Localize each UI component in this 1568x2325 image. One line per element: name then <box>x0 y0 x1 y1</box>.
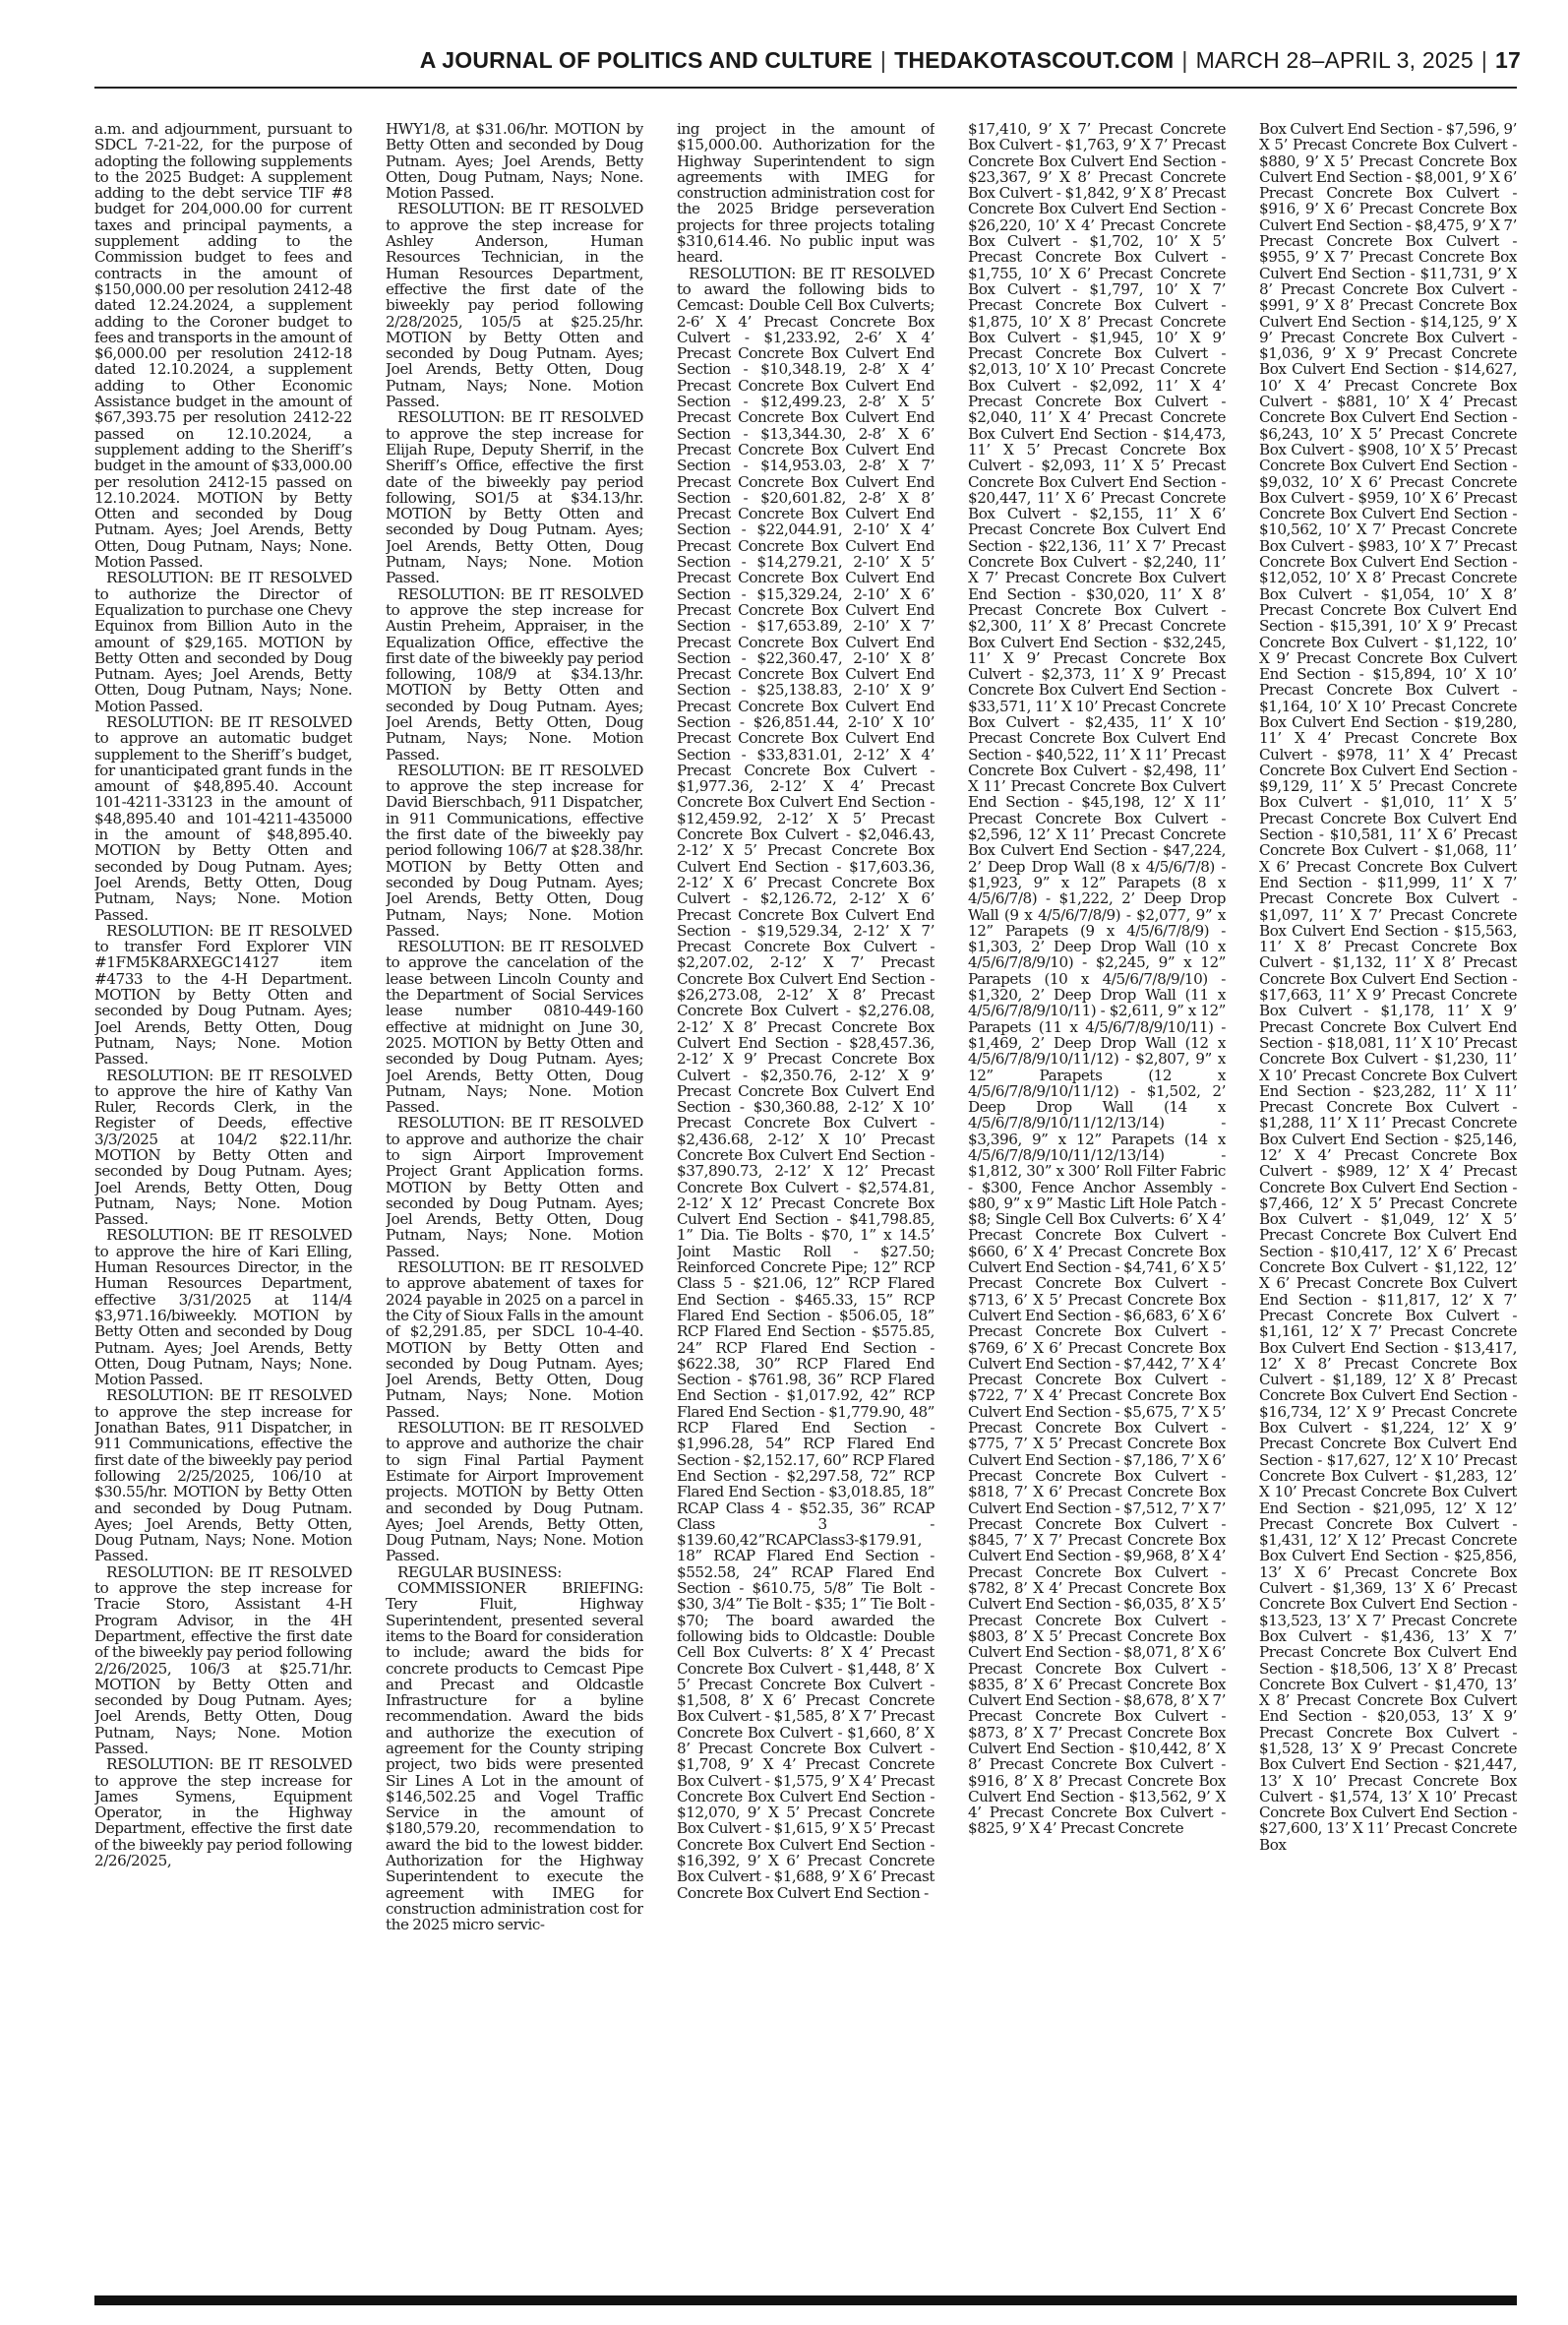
notice-paragraph: RESOLUTION: BE IT RESOLVED to approve the step increase for David Bierschbach, 911 Dispatcher, in 911 Communications, effective the first date of the biweekly pay period following 106/7 at $28.38/hr. MOTION by Betty Otten and seconded by Doug Putnam. Ayes; Joel Arends, Betty Otten, Doug Putnam, Nays; None. Motion Passed. <box>386 761 643 940</box>
notice-paragraph: RESOLUTION: BE IT RESOLVED to approve the step increase for Ashley Anderson, Human Resources Technician, in the Human Resources Department, effective the first date of the biweekly pay period following 2/28/2025, 105/5 at $25.25/hr. MOTION by Betty Otten and seconded by Doug Putnam. Ayes; Joel Arends, Betty Otten, Doug Putnam, Nays; None. Motion Passed. <box>386 200 643 411</box>
text-column-3 <box>677 121 935 2286</box>
notice-paragraph: RESOLUTION: BE IT RESOLVED to approve the step increase for James Symens, Equipment Operator, in the Highway Department, effective the first date of the biweekly pay period following 2/26/2025, <box>94 1755 352 1870</box>
notice-paragraph: Box Culvert End Section - $7,596, 9’ X 5’ Precast Concrete Box Culvert - $880, 9’ X 5’ Precast Concrete Box Culvert End Section - $8,001, 9’ X 6’ Precast Concrete Box Culvert - $916, 9’ X 6’ Precast Concrete Box Culvert End Section - $8,475, 9’ X 7’ Precast Concrete Box Culvert - $955, 9’ X 7’ Precast Concrete Box Culvert End Section - $11,731, 9’ X 8’ Precast Concrete Box Culvert - $991, 9’ X 8’ Precast Concrete Box Culvert End Section - $14,125, 9’ X 9’ Precast Concrete Box Culvert - $1,036, 9’ X 9’ Precast Concrete Box Culvert End Section - $14,627, 10’ X 4’ Precast Concrete Box Culvert - $881, 10’ X 4’ Precast Concrete Box Culvert End Section - $6,243, 10’ X 5’ Precast Concrete Box Culvert - $908, 10’ X 5’ Precast Concrete Box Culvert End Section - $9,032, 10’ X 6’ Precast Concrete Box Culvert - $959, 10’ X 6’ Precast Concrete Box Culvert End Section - $10,562, 10’ X 7’ Precast Concrete Box Culvert - $983, 10’ X 7’ Precast Concrete Box Culvert End Section - $12,052, 10’ X 8’ Precast Concrete Box Culvert - $1,054, 10’ X 8’ Precast Concrete Box Culvert End Section - $15,391, 10’ X 9’ Precast Concrete Box Culvert - $1,122, 10’ X 9’ Precast Concrete Box Culvert End Section - $15,894, 10’ X 10’ Precast Concrete Box Culvert - $1,164, 10’ X 10’ Precast Concrete Box Culvert End Section - $19,280, 11’ X 4’ Precast Concrete Box Culvert - $978, 11’ X 4’ Precast Concrete Box Culvert End Section - $9,129, 11’ X 5’ Precast Concrete Box Culvert - $1,010, 11’ X 5’ Precast Concrete Box Culvert End Section - $10,581, 11’ X 6’ Precast Concrete Box Culvert - $1,068, 11’ X 6’ Precast Concrete Box Culvert End Section - $11,999, 11’ X 7’ Precast Concrete Box Culvert - $1,097, 11’ X 7’ Precast Concrete Box Culvert End Section - $15,563, 11’ X 8’ Precast Concrete Box Culvert - $1,132, 11’ X 8’ Precast Concrete Box Culvert End Section - $17,663, 11’ X 9’ Precast Concrete Box Culvert - $1,178, 11’ X 9’ Precast Concrete Box Culvert End Section - $18,081, 11’ X 10’ Precast Concrete Box Culvert - $1,230, 11’ X 10’ Precast Concrete Box Culvert End Section - $23,282, 11’ X 11’ Precast Concrete Box Culvert - $1,288, 11’ X 11’ Precast Concrete Box Culvert End Section - $25,146, 12’ X 4’ Precast Concrete Box Culvert - $989, 12’ X 4’ Precast Concrete Box Culvert End Section - $7,466, 12’ X 5’ Precast Concrete Box Culvert - $1,049, 12’ X 5’ Precast Concrete Box Culvert End Section - $10,417, 12’ X 6’ Precast Concrete Box Culvert - $1,122, 12’ X 6’ Precast Concrete Box Culvert End Section - $11,817, 12’ X 7’ Precast Concrete Box Culvert - $1,161, 12’ X 7’ Precast Concrete Box Culvert End Section - $13,417, 12’ X 8’ Precast Concrete Box Culvert - $1,189, 12’ X 8’ Precast Concrete Box Culvert End Section - $16,734, 12’ X 9’ Precast Concrete Box Culvert - $1,224, 12’ X 9’ Precast Concrete Box Culvert End Section - $17,627, 12’ X 10’ Precast Concrete Box Culvert - $1,283, 12’ X 10’ Precast Concrete Box Culvert End Section - $21,095, 12’ X 12’ Precast Concrete Box Culvert - $1,431, 12’ X 12’ Precast Concrete Box Culvert End Section - $25,856, 13’ X 6’ Precast Concrete Box Culvert - $1,369, 13’ X 6’ Precast Concrete Box Culvert End Section - $13,523, 13’ X 7’ Precast Concrete Box Culvert - $1,436, 13’ X 7’ Precast Concrete Box Culvert End Section - $18,506, 13’ X 8’ Precast Concrete Box Culvert - $1,470, 13’ X 8’ Precast Concrete Box Culvert End Section - $20,053, 13’ X 9’ Precast Concrete Box Culvert - $1,528, 13’ X 9’ Precast Concrete Box Culvert End Section - $21,447, 13’ X 10’ Precast Concrete Box Culvert - $1,574, 13’ X 10’ Precast Concrete Box Culvert End Section - $27,600, 13’ X 11’ Precast Concrete Box <box>1259 121 1517 1854</box>
header-separator: | <box>1181 47 1188 73</box>
notice-paragraph: RESOLUTION: BE IT RESOLVED to approve and authorize the chair to sign Final Partial Payment Estimate for Airport Improvement projects. MOTION by Betty Otten and seconded by Doug Putnam. Ayes; Joel Arends, Betty Otten, Doug Putnam, Nays; None. Motion Passed. <box>386 1419 643 1565</box>
notice-paragraph: RESOLUTION: BE IT RESOLVED to approve an automatic budget supplement to the Sheriff’s budget, for unanticipated grant funds in the amount of $48,895.40. Account 101-4211-33123 in the amount of $48,895.40 and 101-4211-435000 in the amount of $48,895.40. MOTION by Betty Otten and seconded by Doug Putnam. Ayes; Joel Arends, Betty Otten, Doug Putnam, Nays; None. Motion Passed. <box>94 712 352 924</box>
footer-rule <box>94 2295 1517 2305</box>
notice-paragraph: RESOLUTION: BE IT RESOLVED to transfer Ford Explorer VIN #1FM5K8ARXEGC14127 item #4733 to the 4-H Department. MOTION by Betty Otten and seconded by Doug Putnam. Ayes; Joel Arends, Betty Otten, Doug Putnam, Nays; None. Motion Passed. <box>94 921 352 1069</box>
notice-paragraph: ing project in the amount of $15,000.00. Authorization for the Highway Superintendent to sign agreements with IMEG for construction administration cost for the 2025 Bridge perseveration projects for three projects totaling $310,614.46. No public input was heard. <box>677 121 935 267</box>
text-column-4 <box>968 121 1226 2286</box>
notice-paragraph: $17,410, 9’ X 7’ Precast Concrete Box Culvert - $1,763, 9’ X 7’ Precast Concrete Box Culvert End Section - $23,367, 9’ X 8’ Precast Concrete Box Culvert - $1,842, 9’ X 8’ Precast Concrete Box Culvert End Section - $26,220, 10’ X 4’ Precast Concrete Box Culvert - $1,702, 10’ X 5’ Precast Concrete Box Culvert - $1,755, 10’ X 6’ Precast Concrete Box Culvert - $1,797, 10’ X 7’ Precast Concrete Box Culvert - $1,875, 10’ X 8’ Precast Concrete Box Culvert - $1,945, 10’ X 9’ Precast Concrete Box Culvert - $2,013, 10’ X 10’ Precast Concrete Box Culvert - $2,092, 11’ X 4’ Precast Concrete Box Culvert - $2,040, 11’ X 4’ Precast Concrete Box Culvert End Section - $14,473, 11’ X 5’ Precast Concrete Box Culvert - $2,093, 11’ X 5’ Precast Concrete Box Culvert End Section - $20,447, 11’ X 6’ Precast Concrete Box Culvert - $2,155, 11’ X 6’ Precast Concrete Box Culvert End Section - $22,136, 11’ X 7’ Precast Concrete Box Culvert - $2,240, 11’ X 7’ Precast Concrete Box Culvert End Section - $30,020, 11’ X 8’ Precast Concrete Box Culvert - $2,300, 11’ X 8’ Precast Concrete Box Culvert End Section - $32,245, 11’ X 9’ Precast Concrete Box Culvert - $2,373, 11’ X 9’ Precast Concrete Box Culvert End Section - $33,571, 11’ X 10’ Precast Concrete Box Culvert - $2,435, 11’ X 10’ Precast Concrete Box Culvert End Section - $40,522, 11’ X 11’ Precast Concrete Box Culvert - $2,498, 11’ X 11’ Precast Concrete Box Culvert End Section - $45,198, 12’ X 11’ Precast Concrete Box Culvert - $2,596, 12’ X 11’ Precast Concrete Box Culvert End Section - $47,224, 2’ Deep Drop Wall (8 x 4/5/6/7/8) - $1,923, 9” x 12” Parapets (8 x 4/5/6/7/8) - $1,222, 2’ Deep Drop Wall (9 x 4/5/6/7/8/9) - $2,077, 9” x 12” Parapets (9 x 4/5/6/7/8/9) - $1,303, 2’ Deep Drop Wall (10 x 4/5/6/7/8/9/10) - $2,245, 9” x 12” Parapets (10 x 4/5/6/7/8/9/10) - $1,320, 2’ Deep Drop Wall (11 x 4/5/6/7/8/9/10/11) - $2,611, 9” x 12” Parapets (11 x 4/5/6/7/8/9/10/11) - $1,469, 2’ Deep Drop Wall (12 x 4/5/6/7/8/9/10/11/12) - $2,807, 9” x 12” Parapets (12 x 4/5/6/7/8/9/10/11/12) - $1,502, 2’ Deep Drop Wall (14 x 4/5/6/7/8/9/10/11/12/13/14) - $3,396, 9” x 12” Parapets (14 x 4/5/6/7/8/9/10/11/12/13/14) - $1,812, 30” x 300’ Roll Filter Fabric - $300, Fence Anchor Assembly - $80, 9” x 9” Mastic Lift Hole Patch - $8; Single Cell Box Culverts: 6’ X 4’ Precast Concrete Box Culvert - $660, 6’ X 4’ Precast Concrete Box Culvert End Section - $4,741, 6’ X 5’ Precast Concrete Box Culvert - $713, 6’ X 5’ Precast Concrete Box Culvert End Section - $6,683, 6’ X 6’ Precast Concrete Box Culvert - $769, 6’ X 6’ Precast Concrete Box Culvert End Section - $7,442, 7’ X 4’ Precast Concrete Box Culvert - $722, 7’ X 4’ Precast Concrete Box Culvert End Section - $5,675, 7’ X 5’ Precast Concrete Box Culvert - $775, 7’ X 5’ Precast Concrete Box Culvert End Section - $7,186, 7’ X 6’ Precast Concrete Box Culvert - $818, 7’ X 6’ Precast Concrete Box Culvert End Section - $7,512, 7’ X 7’ Precast Concrete Box Culvert - $845, 7’ X 7’ Precast Concrete Box Culvert End Section - $9,968, 8’ X 4’ Precast Concrete Box Culvert - $782, 8’ X 4’ Precast Concrete Box Culvert End Section - $6,035, 8’ X 5’ Precast Concrete Box Culvert - $803, 8’ X 5’ Precast Concrete Box Culvert End Section - $8,071, 8’ X 6’ Precast Concrete Box Culvert - $835, 8’ X 6’ Precast Concrete Box Culvert End Section - $8,678, 8’ X 7’ Precast Concrete Box Culvert - $873, 8’ X 7’ Precast Concrete Box Culvert End Section - $10,442, 8’ X 8’ Precast Concrete Box Culvert - $916, 8’ X 8’ Precast Concrete Box Culvert End Section - $13,562, 9’ X 4’ Precast Concrete Box Culvert - $825, 9’ X 4’ Precast Concrete <box>968 121 1226 1838</box>
header-separator: | <box>1480 47 1488 73</box>
header-row <box>420 47 1521 74</box>
site-url: THEDAKOTASCOUT.COM <box>894 47 1175 73</box>
notice-paragraph: RESOLUTION: BE IT RESOLVED to authorize the Director of Equalization to purchase one Chevy Equinox from Billion Auto in the amount of $29,165. MOTION by Betty Otten and seconded by Doug Putnam. Ayes; Joel Arends, Betty Otten, Doug Putnam, Nays; None. Motion Passed. <box>94 569 352 715</box>
notice-paragraph: RESOLUTION: BE IT RESOLVED to approve abatement of taxes for 2024 payable in 2025 on a parcel in the City of Sioux Falls in the amount of $2,291.85, per SDCL 10-4-40. MOTION by Betty Otten and seconded by Doug Putnam. Ayes; Joel Arends, Betty Otten, Doug Putnam, Nays; None. Motion Passed. <box>386 1258 643 1421</box>
notice-paragraph: RESOLUTION: BE IT RESOLVED to approve the step increase for Jonathan Bates, 911 Dispatcher, in 911 Communications, effective the first date of the biweekly pay period following 2/25/2025, 106/10 at $30.55/hr. MOTION by Betty Otten and seconded by Doug Putnam. Ayes; Joel Arends, Betty Otten, Doug Putnam, Nays; None. Motion Passed. <box>94 1386 352 1565</box>
text-column-1 <box>94 121 352 2286</box>
notice-paragraph: RESOLUTION: BE IT RESOLVED to approve the hire of Kari Elling, Human Resources Director, in the Human Resources Department, effective 3/31/2025 at 114/4 $3,971.16/biweekly. MOTION by Betty Otten and seconded by Doug Putnam. Ayes; Joel Arends, Betty Otten, Doug Putnam, Nays; None. Motion Passed. <box>94 1226 352 1389</box>
notice-paragraph: HWY1/8, at $31.06/hr. MOTION by Betty Otten and seconded by Doug Putnam. Ayes; Joel Arends, Betty Otten, Doug Putnam, Nays; None. Motion Passed. <box>386 121 643 203</box>
notice-paragraph: RESOLUTION: BE IT RESOLVED to approve the step increase for Austin Preheim, Appraiser, in the Equalization Office, effective the first date of the biweekly pay period following, 108/9 at $34.13/hr. MOTION by Betty Otten and seconded by Doug Putnam. Ayes; Joel Arends, Betty Otten, Doug Putnam, Nays; None. Motion Passed. <box>386 584 643 764</box>
page-number: 17 <box>1495 47 1521 73</box>
issue-dates: MARCH 28–APRIL 3, 2025 <box>1195 47 1474 73</box>
notice-paragraph: RESOLUTION: BE IT RESOLVED to approve the hire of Kathy Van Ruler, Records Clerk, in the Register of Deeds, effective 3/3/2025 at 104/2 $22.11/hr. MOTION by Betty Otten and seconded by Doug Putnam. Ayes; Joel Arends, Betty Otten, Doug Putnam, Nays; None. Motion Passed. <box>94 1066 352 1229</box>
header-separator: | <box>879 47 887 73</box>
text-column-2 <box>386 121 643 2286</box>
header-rule <box>94 87 1517 89</box>
legal-notice-columns <box>94 121 1517 2286</box>
page-header <box>0 43 1568 83</box>
publication-tagline: A JOURNAL OF POLITICS AND CULTURE <box>419 47 873 73</box>
notice-paragraph: a.m. and adjournment, pursuant to SDCL 7-21-22, for the purpose of adopting the following supplements to the 2025 Budget: A supplement adding to the debt service TIF #8 budget for 204,000.00 for current taxes and principal payments, a supplement adding to the Commission budget to fees and contracts in the amount of $150,000.00 per resolution 2412-48 dated 12.24.2024, a supplement adding to the Coroner budget to fees and transports in the amount of $6,000.00 per resolution 2412-18 dated 12.10.2024, a supplement adding to Other Economic Assistance budget in the amount of $67,393.75 per resolution 2412-22 passed on 12.10.2024, a supplement adding to the Sheriff’s budget in the amount of $33,000.00 per resolution 2412-15 passed on 12.10.2024. MOTION by Betty Otten and seconded by Doug Putnam. Ayes; Joel Arends, Betty Otten, Doug Putnam, Nays; None. Motion Passed. <box>94 121 352 572</box>
notice-paragraph: RESOLUTION: BE IT RESOLVED to approve and authorize the chair to sign Airport Improvement Project Grant Application forms. MOTION by Betty Otten and seconded by Doug Putnam. Ayes; Joel Arends, Betty Otten, Doug Putnam, Nays; None. Motion Passed. <box>386 1114 643 1260</box>
notice-paragraph: COMMISSIONER BRIEFING: Tery Fluit, Highway Superintendent, presented several items to the Board for consideration to include; award the bids for concrete products to Cemcast Pipe and Precast and Oldcastle Infrastructure for a byline recommendation. Award the bids and authorize the execution of agreement for the County striping project, two bids were presented Sir Lines A Lot in the amount of $146,502.25 and Vogel Traffic Service in the amount of $180,579.20, recommendation to award the bid to the lowest bidder. Authorization for the Highway Superintendent to execute the agreement with IMEG for construction administration cost for the 2025 micro servic- <box>386 1579 643 1934</box>
notice-paragraph: RESOLUTION: BE IT RESOLVED to approve the cancelation of the lease between Lincoln County and the Department of Social Services lease number 0810-449-160 effective at midnight on June 30, 2025. MOTION by Betty Otten and seconded by Doug Putnam. Ayes; Joel Arends, Betty Otten, Doug Putnam, Nays; None. Motion Passed. <box>386 938 643 1117</box>
notice-paragraph: RESOLUTION: BE IT RESOLVED to approve the step increase for Elijah Rupe, Deputy Sherrif, in the Sheriff’s Office, effective the first date of the biweekly pay period following, SO1/5 at $34.13/hr. MOTION by Betty Otten and seconded by Doug Putnam. Ayes; Joel Arends, Betty Otten, Doug Putnam, Nays; None. Motion Passed. <box>386 408 643 587</box>
notice-paragraph: RESOLUTION: BE IT RESOLVED to award the following bids to Cemcast: Double Cell Box Culverts; 2-6’ X 4’ Precast Concrete Box Culvert - $1,233.92, 2-6’ X 4’ Precast Concrete Box Culvert End Section - $10,348.19, 2-8’ X 4’ Precast Concrete Box Culvert End Section - $12,499.23, 2-8’ X 5’ Precast Concrete Box Culvert End Section - $13,344.30, 2-8’ X 6’ Precast Concrete Box Culvert End Section - $14,953.03, 2-8’ X 7’ Precast Concrete Box Culvert End Section - $20,601.82, 2-8’ X 8’ Precast Concrete Box Culvert End Section - $22,044.91, 2-10’ X 4’ Precast Concrete Box Culvert End Section - $14,279.21, 2-10’ X 5’ Precast Concrete Box Culvert End Section - $15,329.24, 2-10’ X 6’ Precast Concrete Box Culvert End Section - $17,653.89, 2-10’ X 7’ Precast Concrete Box Culvert End Section - $22,360.47, 2-10’ X 8’ Precast Concrete Box Culvert End Section - $25,138.83, 2-10’ X 9’ Precast Concrete Box Culvert End Section - $26,851.44, 2-10’ X 10’ Precast Concrete Box Culvert End Section - $33,831.01, 2-12’ X 4’ Precast Concrete Box Culvert - $1,977.36, 2-12’ X 4’ Precast Concrete Box Culvert End Section - $12,459.92, 2-12’ X 5’ Precast Concrete Box Culvert - $2,046.43, 2-12’ X 5’ Precast Concrete Box Culvert End Section - $17,603.36, 2-12’ X 6’ Precast Concrete Box Culvert - $2,126.72, 2-12’ X 6’ Precast Concrete Box Culvert End Section - $19,529.34, 2-12’ X 7’ Precast Concrete Box Culvert - $2,207.02, 2-12’ X 7’ Precast Concrete Box Culvert End Section - $26,273.08, 2-12’ X 8’ Precast Concrete Box Culvert - $2,276.08, 2-12’ X 8’ Precast Concrete Box Culvert End Section - $28,457.36, 2-12’ X 9’ Precast Concrete Box Culvert - $2,350.76, 2-12’ X 9’ Precast Concrete Box Culvert End Section - $30,360.88, 2-12’ X 10’ Precast Concrete Box Culvert - $2,436.68, 2-12’ X 10’ Precast Concrete Box Culvert End Section - $37,890.73, 2-12’ X 12’ Precast Concrete Box Culvert - $2,574.81, 2-12’ X 12’ Precast Concrete Box Culvert End Section - $41,798.85, 1” Dia. Tie Bolts - $70, 1” x 14.5’ Joint Mastic Roll - $27.50; Reinforced Concrete Pipe; 12” RCP Class 5 - $21.06, 12” RCP Flared End Section - $465.33, 15” RCP Flared End Section - $506.05, 18” RCP Flared End Section - $575.85, 24” RCP Flared End Section - $622.38, 30” RCP Flared End Section - $761.98, 36” RCP Flared End Section - $1,017.92, 42” RCP Flared End Section - $1,779.90, 48” RCP Flared End Section - $1,996.28, 54” RCP Flared End Section - $2,152.17, 60” RCP Flared End Section - $2,297.58, 72” RCP Flared End Section - $3,018.85, 18” RCAP Class 4 - $52.35, 36” RCAP Class 3 - $139.60,42”RCAPClass3-$179.91, 18” RCAP Flared End Section - $552.58, 24” RCAP Flared End Section - $610.75, 5/8” Tie Bolt - $30, 3/4” Tie Bolt - $35; 1” Tie Bolt - $70; The board awarded the following bids to Oldcastle: Double Cell Box Culverts: 8’ X 4’ Precast Concrete Box Culvert - $1,448, 8’ X 5’ Precast Concrete Box Culvert - $1,508, 8’ X 6’ Precast Concrete Box Culvert - $1,585, 8’ X 7’ Precast Concrete Box Culvert - $1,660, 8’ X 8’ Precast Concrete Box Culvert - $1,708, 9’ X 4’ Precast Concrete Box Culvert - $1,575, 9’ X 4’ Precast Concrete Box Culvert End Section - $12,070, 9’ X 5’ Precast Concrete Box Culvert - $1,615, 9’ X 5’ Precast Concrete Box Culvert End Section - $16,392, 9’ X 6’ Precast Concrete Box Culvert - $1,688, 9’ X 6’ Precast Concrete Box Culvert End Section - <box>677 264 935 1902</box>
notice-paragraph: REGULAR BUSINESS: <box>397 1562 562 1581</box>
text-column-5 <box>1259 121 1517 2286</box>
notice-paragraph: RESOLUTION: BE IT RESOLVED to approve the step increase for Tracie Storo, Assistant 4-H Program Advisor, in the 4H Department, effective the first date of the biweekly pay period following 2/26/2025, 106/3 at $25.71/hr. MOTION by Betty Otten and seconded by Doug Putnam. Ayes; Joel Arends, Betty Otten, Doug Putnam, Nays; None. Motion Passed. <box>94 1562 352 1757</box>
